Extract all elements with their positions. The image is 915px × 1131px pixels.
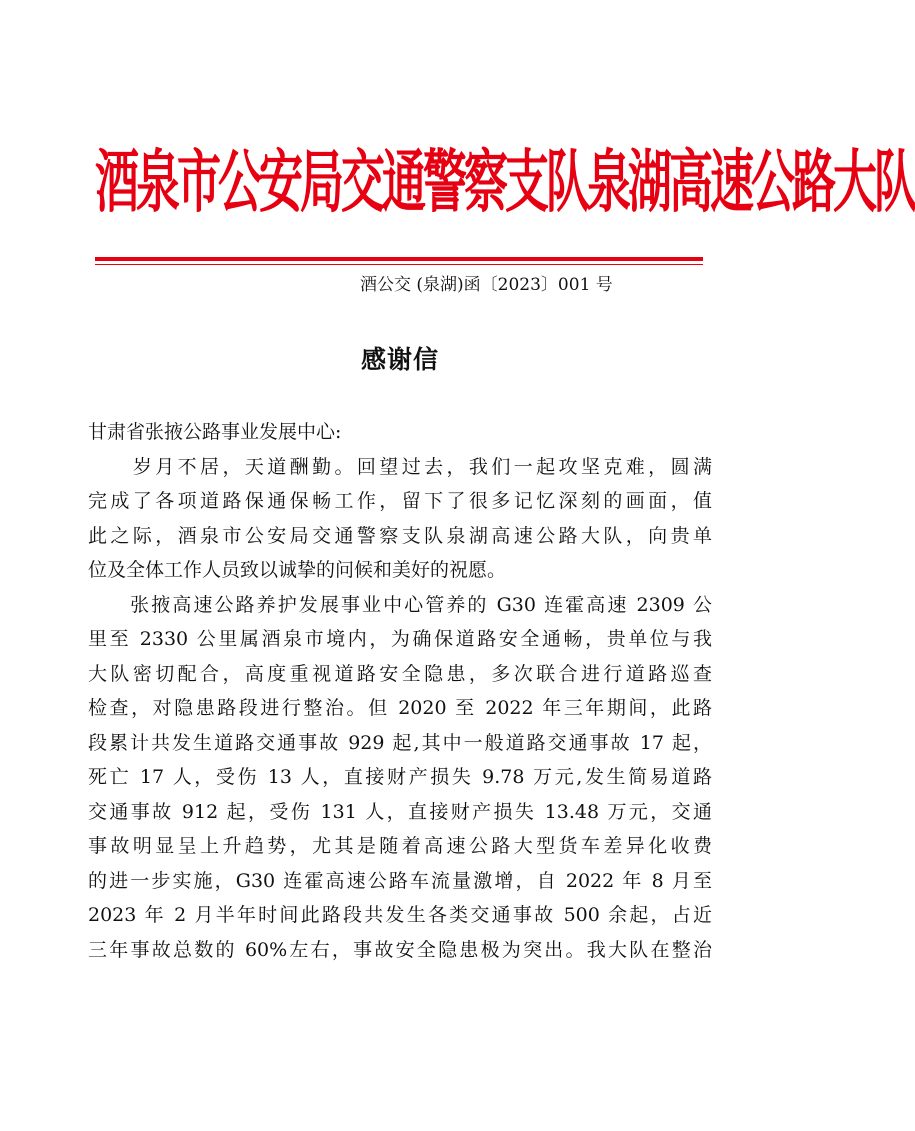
body-line: 三年事故总数的 60%左右，事故安全隐患极为突出。我大队在整治	[88, 938, 712, 961]
body-line: 交通事故 912 起，受伤 131 人，直接财产损失 13.48 万元，交通	[88, 800, 712, 823]
body-line: 段累计共发生道路交通事故 929 起,其中一般道路交通事故 17 起，	[88, 731, 712, 754]
body-line: 2023 年 2 月半年时间此路段共发生各类交通事故 500 余起，占近	[88, 904, 712, 926]
salutation: 甘肃省张掖公路事业发展中心:	[88, 421, 342, 443]
body-line: 完成了各项道路保通保畅工作，留下了很多记忆深刻的画面，值	[88, 490, 712, 512]
body-line: 张掖高速公路养护发展事业中心管养的 G30 连霍高速 2309 公	[88, 593, 712, 616]
letterhead-red-rule-thick	[95, 257, 703, 261]
document-number: 酒公交 (泉湖)函〔2023〕001 号	[360, 275, 613, 295]
body-line: 事故明显呈上升趋势，尤其是随着高速公路大型货车差异化收费	[88, 835, 712, 857]
letter-title: 感谢信	[360, 345, 439, 374]
body-line: 检查，对隐患路段进行整治。但 2020 至 2022 年三年期间，此路	[88, 697, 712, 719]
letterhead-red-rule-thin	[95, 264, 703, 265]
body-line: 岁月不居，天道酬勤。回望过去，我们一起攻坚克难，圆满	[88, 455, 712, 478]
body-line: 里至 2330 公里属酒泉市境内，为确保道路安全通畅，贵单位与我	[88, 628, 712, 650]
body-line: 死亡 17 人，受伤 13 人，直接财产损失 9.78 万元,发生简易道路	[88, 766, 712, 788]
body-line: 位及全体工作人员致以诚挚的问候和美好的祝愿。	[88, 559, 507, 581]
body-line: 此之际，酒泉市公安局交通警察支队泉湖高速公路大队，向贵单	[88, 524, 712, 547]
letter-body	[88, 415, 712, 967]
body-line: 大队密切配合，高度重视道路安全隐患，多次联合进行道路巡查	[88, 662, 712, 685]
body-line: 的进一步实施，G30 连霍高速公路车流量激增，自 2022 年 8 月至	[88, 869, 712, 892]
letterhead-org-name: 酒泉市公安局交通警察支队泉湖高速公路大队	[95, 143, 915, 223]
